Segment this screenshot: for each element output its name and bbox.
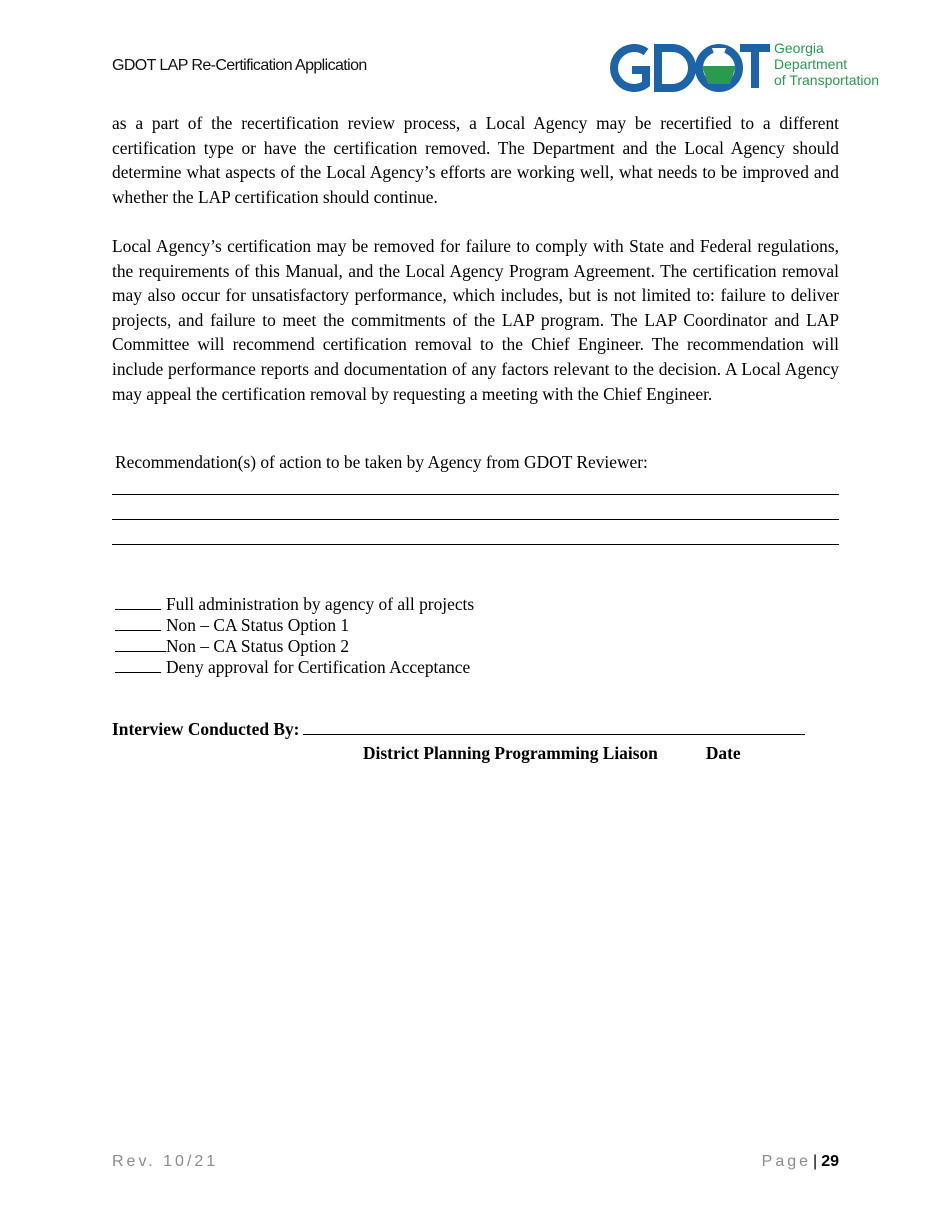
recommendation-line-1[interactable] [112,494,839,495]
option-checkbox-blank[interactable] [115,594,161,610]
option-non-ca-2 [115,636,474,657]
paragraph-recertification: as a part of the recertification review process, a Local Agency may be recertified to a different certification type or have the certification removed. The Department and the Local Agency should determine what aspects of the Local Agency’s efforts are working well, what needs to be improved and whether the LAP certification should continue. [112,113,839,207]
gdot-logo [602,40,892,96]
recommendation-line-2[interactable] [112,519,839,520]
document-header-title: GDOT LAP Re-Certification Application [112,57,367,74]
footer-revision: Rev. 10/21 [112,1153,219,1170]
page-label: Page [761,1153,812,1170]
recommendation-line-3[interactable] [112,544,839,545]
date-caption: Date [705,743,741,763]
page-number: 29 [821,1153,839,1170]
option-label: Non – CA Status Option 1 [166,615,350,635]
recommendation-label: Recommendation(s) of action to be taken by Agency from GDOT Reviewer: [115,452,648,472]
option-label: Deny approval for Certification Acceptance [166,657,471,677]
option-label: Non – CA Status Option 2 [166,636,350,656]
option-non-ca-1 [115,615,474,636]
option-checkbox-blank[interactable] [115,657,161,673]
option-deny-approval [115,657,474,678]
paragraph-certification-removal: Local Agency’s certification may be removed for failure to comply with State and Federal regulations, the requirements of this Manual, and the Local Agency Program Agreement. The certification removal may also occur for unsatisfactory performance, which includes, but is not limited to: failure to deliver projects, and failure to meet the commitments of the LAP program. The LAP Coordinator and LAP Committee will recommend certification removal to the Chief Engineer. The recommendation will include performance reports and documentation of any factors relevant to the decision. A Local Agency may appeal the certification removal by requesting a meeting with the Chief Engineer. [112,236,839,404]
option-full-administration [115,594,474,615]
option-checkbox-blank[interactable] [115,636,166,652]
logo-line-department: Department [774,56,848,72]
certification-options-list [115,594,474,678]
logo-line-georgia: Georgia [774,40,824,56]
liaison-caption: District Planning Programming Liaison [363,743,658,763]
option-checkbox-blank[interactable] [115,615,161,631]
signature-line[interactable] [303,718,805,735]
interview-signature-row [112,718,805,740]
gdot-logo-mark-icon [602,40,772,96]
interview-label: Interview Conducted By: [112,719,300,739]
page-separator: | [813,1153,818,1170]
gdot-logo-text [774,40,879,88]
footer-page-number [762,1153,839,1171]
logo-line-transportation: of Transportation [774,72,880,88]
option-label: Full administration by agency of all projects [166,594,475,614]
signature-captions [363,743,741,764]
